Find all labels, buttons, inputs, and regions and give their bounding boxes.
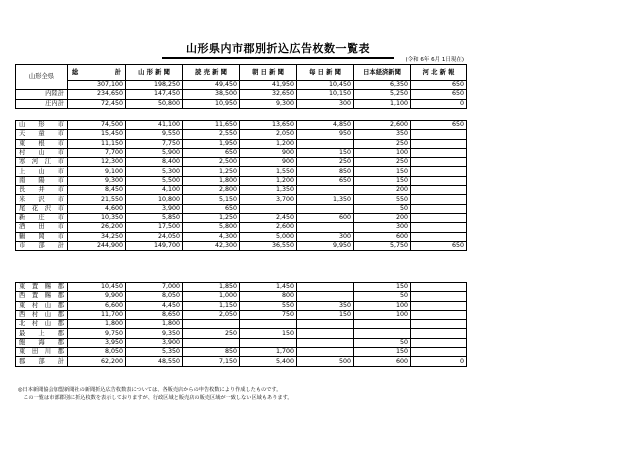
value-cell	[411, 338, 467, 347]
value-cell	[354, 320, 411, 329]
value-cell: 300	[297, 99, 354, 108]
value-cell: 50	[354, 292, 411, 301]
summary-row	[16, 90, 467, 99]
value-cell: 4,100	[126, 186, 183, 195]
value-cell: 150	[240, 329, 297, 338]
value-cell: 150	[354, 283, 411, 292]
value-cell: 150	[297, 148, 354, 157]
value-cell: 250	[183, 329, 240, 338]
value-cell: 10,150	[297, 90, 354, 99]
value-cell	[297, 320, 354, 329]
value-cell: 5,250	[354, 90, 411, 99]
value-cell: 600	[354, 232, 411, 241]
value-cell	[297, 223, 354, 232]
value-cell: 1,950	[183, 139, 240, 148]
value-cell: 1,100	[354, 99, 411, 108]
city-row	[16, 186, 467, 195]
city-row	[16, 223, 467, 232]
header-row	[16, 65, 467, 81]
city-row	[16, 195, 467, 204]
value-cell: 9,750	[68, 329, 126, 338]
city-row	[16, 167, 467, 176]
value-cell: 8,050	[68, 348, 126, 357]
value-cell: 2,050	[240, 130, 297, 139]
row-label: 北村山郡	[16, 320, 68, 329]
summary-row	[16, 99, 467, 108]
value-cell: 26,200	[68, 223, 126, 232]
value-cell: 5,000	[240, 232, 297, 241]
value-cell: 6,350	[354, 81, 411, 90]
row-label: 東根市	[16, 139, 68, 148]
value-cell: 10,950	[183, 99, 240, 108]
value-cell: 11,650	[183, 121, 240, 130]
city-row	[16, 232, 467, 241]
county-row	[16, 283, 467, 292]
value-cell: 9,100	[68, 167, 126, 176]
city-row	[16, 148, 467, 157]
value-cell: 6,600	[68, 301, 126, 310]
value-cell: 34,250	[68, 232, 126, 241]
page-title: 山形県内市郡別折込広告枚数一覧表	[162, 40, 394, 59]
city-row	[16, 241, 467, 250]
header-mainichi: 毎 日 新 聞	[297, 65, 354, 81]
value-cell	[297, 292, 354, 301]
header-region: 山形全県	[16, 65, 68, 90]
value-cell: 850	[183, 348, 240, 357]
row-label: 山形市	[16, 121, 68, 130]
value-cell: 2,500	[183, 158, 240, 167]
row-label: 市部計	[16, 241, 68, 250]
value-cell	[297, 329, 354, 338]
value-cell: 13,650	[240, 121, 297, 130]
value-cell: 2,800	[183, 186, 240, 195]
value-cell: 4,600	[68, 204, 126, 213]
value-cell: 1,200	[240, 176, 297, 185]
value-cell: 750	[240, 310, 297, 319]
value-cell: 42,300	[183, 241, 240, 250]
row-label: 村山市	[16, 148, 68, 157]
value-cell: 62,200	[68, 357, 126, 366]
value-cell: 500	[297, 357, 354, 366]
value-cell: 12,300	[68, 158, 126, 167]
value-cell: 21,550	[68, 195, 126, 204]
value-cell: 900	[240, 158, 297, 167]
value-cell: 2,450	[240, 213, 297, 222]
value-cell: 250	[297, 158, 354, 167]
city-row	[16, 139, 467, 148]
value-cell: 1,000	[183, 292, 240, 301]
value-cell: 1,550	[240, 167, 297, 176]
value-cell: 150	[297, 310, 354, 319]
value-cell: 2,050	[183, 310, 240, 319]
city-table	[15, 120, 467, 251]
row-label: 上山市	[16, 167, 68, 176]
value-cell: 198,250	[126, 81, 183, 90]
value-cell: 234,650	[68, 90, 126, 99]
value-cell	[411, 176, 467, 185]
value-cell: 49,450	[183, 81, 240, 90]
value-cell: 48,550	[126, 357, 183, 366]
value-cell: 150	[354, 176, 411, 185]
value-cell	[411, 195, 467, 204]
value-cell: 41,950	[240, 81, 297, 90]
value-cell: 244,900	[68, 241, 126, 250]
value-cell	[297, 204, 354, 213]
value-cell: 50	[354, 204, 411, 213]
value-cell: 150	[354, 167, 411, 176]
value-cell: 5,150	[183, 195, 240, 204]
value-cell: 1,250	[183, 167, 240, 176]
value-cell	[411, 139, 467, 148]
value-cell: 4,850	[297, 121, 354, 130]
county-table	[15, 282, 467, 367]
header-yamagata: 山 形 新 聞	[126, 65, 183, 81]
value-cell: 7,750	[126, 139, 183, 148]
county-row	[16, 310, 467, 319]
row-label: 東田川郡	[16, 348, 68, 357]
value-cell	[297, 186, 354, 195]
value-cell: 9,950	[297, 241, 354, 250]
value-cell: 1,150	[183, 301, 240, 310]
city-row	[16, 213, 467, 222]
value-cell: 74,500	[68, 121, 126, 130]
footnote-1: ◎日本新聞協会加盟新聞社の新聞折込広告枚数表については、各販売店からの申告枚数により作成したものです。	[18, 387, 282, 393]
value-cell: 38,500	[183, 90, 240, 99]
county-row	[16, 301, 467, 310]
value-cell	[411, 223, 467, 232]
row-label: 鶴岡市	[16, 232, 68, 241]
value-cell: 149,700	[126, 241, 183, 250]
city-row	[16, 121, 467, 130]
value-cell: 650	[297, 176, 354, 185]
value-cell: 250	[354, 139, 411, 148]
value-cell: 1,850	[183, 283, 240, 292]
header-total: 総 計	[68, 65, 126, 81]
value-cell	[411, 329, 467, 338]
value-cell	[354, 329, 411, 338]
value-cell	[240, 204, 297, 213]
value-cell: 650	[411, 90, 467, 99]
value-cell: 50	[354, 338, 411, 347]
value-cell: 650	[183, 204, 240, 213]
value-cell: 4,300	[183, 232, 240, 241]
value-cell: 0	[411, 99, 467, 108]
header-asahi: 朝 日 新 聞	[240, 65, 297, 81]
value-cell: 5,750	[354, 241, 411, 250]
value-cell: 1,200	[240, 139, 297, 148]
value-cell: 650	[411, 121, 467, 130]
value-cell: 1,350	[240, 186, 297, 195]
row-label: 飽海郡	[16, 338, 68, 347]
value-cell: 8,650	[126, 310, 183, 319]
value-cell: 10,450	[68, 283, 126, 292]
value-cell: 1,800	[68, 320, 126, 329]
value-cell: 8,400	[126, 158, 183, 167]
county-row	[16, 320, 467, 329]
city-row	[16, 204, 467, 213]
value-cell	[411, 213, 467, 222]
value-cell: 5,300	[126, 167, 183, 176]
county-row	[16, 329, 467, 338]
row-label: 寒河江市	[16, 158, 68, 167]
value-cell	[411, 320, 467, 329]
value-cell: 1,800	[126, 320, 183, 329]
value-cell: 10,800	[126, 195, 183, 204]
row-label: 南陽市	[16, 176, 68, 185]
summary-table	[15, 64, 467, 109]
value-cell: 300	[354, 223, 411, 232]
row-label: 西置賜郡	[16, 292, 68, 301]
value-cell	[183, 338, 240, 347]
value-cell: 900	[240, 148, 297, 157]
value-cell: 800	[240, 292, 297, 301]
value-cell	[183, 320, 240, 329]
row-label: 最上郡	[16, 329, 68, 338]
value-cell: 7,000	[126, 283, 183, 292]
value-cell: 1,800	[183, 176, 240, 185]
value-cell: 5,400	[240, 357, 297, 366]
row-label: 郡部計	[16, 357, 68, 366]
value-cell	[411, 167, 467, 176]
value-cell: 8,450	[68, 186, 126, 195]
value-cell: 250	[354, 158, 411, 167]
value-cell: 3,700	[240, 195, 297, 204]
value-cell: 5,350	[126, 348, 183, 357]
value-cell	[411, 292, 467, 301]
row-label: 西村山郡	[16, 310, 68, 319]
header-kahoku: 河 北 新 報	[411, 65, 467, 81]
value-cell: 4,450	[126, 301, 183, 310]
value-cell: 9,550	[126, 130, 183, 139]
city-row	[16, 176, 467, 185]
row-label: 内陸計	[16, 90, 68, 99]
value-cell	[411, 130, 467, 139]
value-cell	[240, 338, 297, 347]
value-cell: 600	[297, 213, 354, 222]
county-row	[16, 348, 467, 357]
value-cell: 550	[240, 301, 297, 310]
city-row	[16, 158, 467, 167]
value-cell	[411, 232, 467, 241]
value-cell: 950	[297, 130, 354, 139]
row-label: 東置賜郡	[16, 283, 68, 292]
value-cell: 17,500	[126, 223, 183, 232]
value-cell: 3,900	[126, 204, 183, 213]
row-label: 酒田市	[16, 223, 68, 232]
value-cell: 36,550	[240, 241, 297, 250]
city-row	[16, 130, 467, 139]
value-cell: 200	[354, 213, 411, 222]
value-cell: 5,900	[126, 148, 183, 157]
value-cell: 350	[297, 301, 354, 310]
value-cell: 650	[411, 241, 467, 250]
value-cell: 32,650	[240, 90, 297, 99]
value-cell: 7,700	[68, 148, 126, 157]
value-cell: 5,800	[183, 223, 240, 232]
county-row	[16, 292, 467, 301]
row-label: 庄内計	[16, 99, 68, 108]
value-cell: 8,050	[126, 292, 183, 301]
value-cell: 600	[354, 357, 411, 366]
header-nikkei: 日本経済新聞	[354, 65, 411, 81]
value-cell: 350	[354, 130, 411, 139]
value-cell: 10,450	[297, 81, 354, 90]
value-cell	[297, 139, 354, 148]
county-row	[16, 338, 467, 347]
value-cell	[297, 283, 354, 292]
value-cell: 10,350	[68, 213, 126, 222]
value-cell	[411, 310, 467, 319]
value-cell	[411, 204, 467, 213]
value-cell: 9,900	[68, 292, 126, 301]
value-cell: 72,450	[68, 99, 126, 108]
value-cell: 15,450	[68, 130, 126, 139]
value-cell: 150	[354, 348, 411, 357]
row-label: 新庄市	[16, 213, 68, 222]
value-cell	[297, 348, 354, 357]
footnote-2: この一覧は市部郡別に折込枚数を表示しておりますが、行政区域と販売店の販売区域が一致しない区域もあります。	[18, 395, 293, 401]
row-label: 長井市	[16, 186, 68, 195]
value-cell: 850	[297, 167, 354, 176]
value-cell	[411, 283, 467, 292]
value-cell: 1,250	[183, 213, 240, 222]
value-cell: 41,100	[126, 121, 183, 130]
value-cell	[411, 148, 467, 157]
value-cell: 100	[354, 301, 411, 310]
value-cell: 50,800	[126, 99, 183, 108]
value-cell: 2,550	[183, 130, 240, 139]
value-cell: 200	[354, 186, 411, 195]
value-cell: 1,350	[297, 195, 354, 204]
row-label: 米沢市	[16, 195, 68, 204]
value-cell: 9,300	[68, 176, 126, 185]
value-cell: 5,850	[126, 213, 183, 222]
value-cell	[411, 186, 467, 195]
value-cell: 550	[354, 195, 411, 204]
value-cell: 1,700	[240, 348, 297, 357]
summary-row	[16, 81, 467, 90]
county-row	[16, 357, 467, 366]
value-cell: 2,600	[240, 223, 297, 232]
row-label: 天童市	[16, 130, 68, 139]
value-cell: 9,350	[126, 329, 183, 338]
value-cell	[411, 158, 467, 167]
value-cell: 0	[411, 357, 467, 366]
value-cell: 650	[183, 148, 240, 157]
value-cell: 11,150	[68, 139, 126, 148]
row-label: 東村山郡	[16, 301, 68, 310]
value-cell: 100	[354, 310, 411, 319]
value-cell: 650	[411, 81, 467, 90]
value-cell: 307,100	[68, 81, 126, 90]
value-cell: 3,900	[126, 338, 183, 347]
value-cell: 300	[297, 232, 354, 241]
value-cell: 147,450	[126, 90, 183, 99]
as-of-date: (令和 6年 6月 1日現在)	[405, 57, 464, 63]
value-cell	[240, 320, 297, 329]
value-cell	[297, 338, 354, 347]
value-cell: 5,500	[126, 176, 183, 185]
row-label: 尾花沢市	[16, 204, 68, 213]
value-cell: 3,950	[68, 338, 126, 347]
value-cell: 2,600	[354, 121, 411, 130]
value-cell: 24,050	[126, 232, 183, 241]
value-cell: 100	[354, 148, 411, 157]
value-cell	[411, 301, 467, 310]
value-cell: 11,700	[68, 310, 126, 319]
value-cell: 9,300	[240, 99, 297, 108]
value-cell: 7,150	[183, 357, 240, 366]
value-cell: 1,450	[240, 283, 297, 292]
header-yomiuri: 読 売 新 聞	[183, 65, 240, 81]
value-cell	[411, 348, 467, 357]
